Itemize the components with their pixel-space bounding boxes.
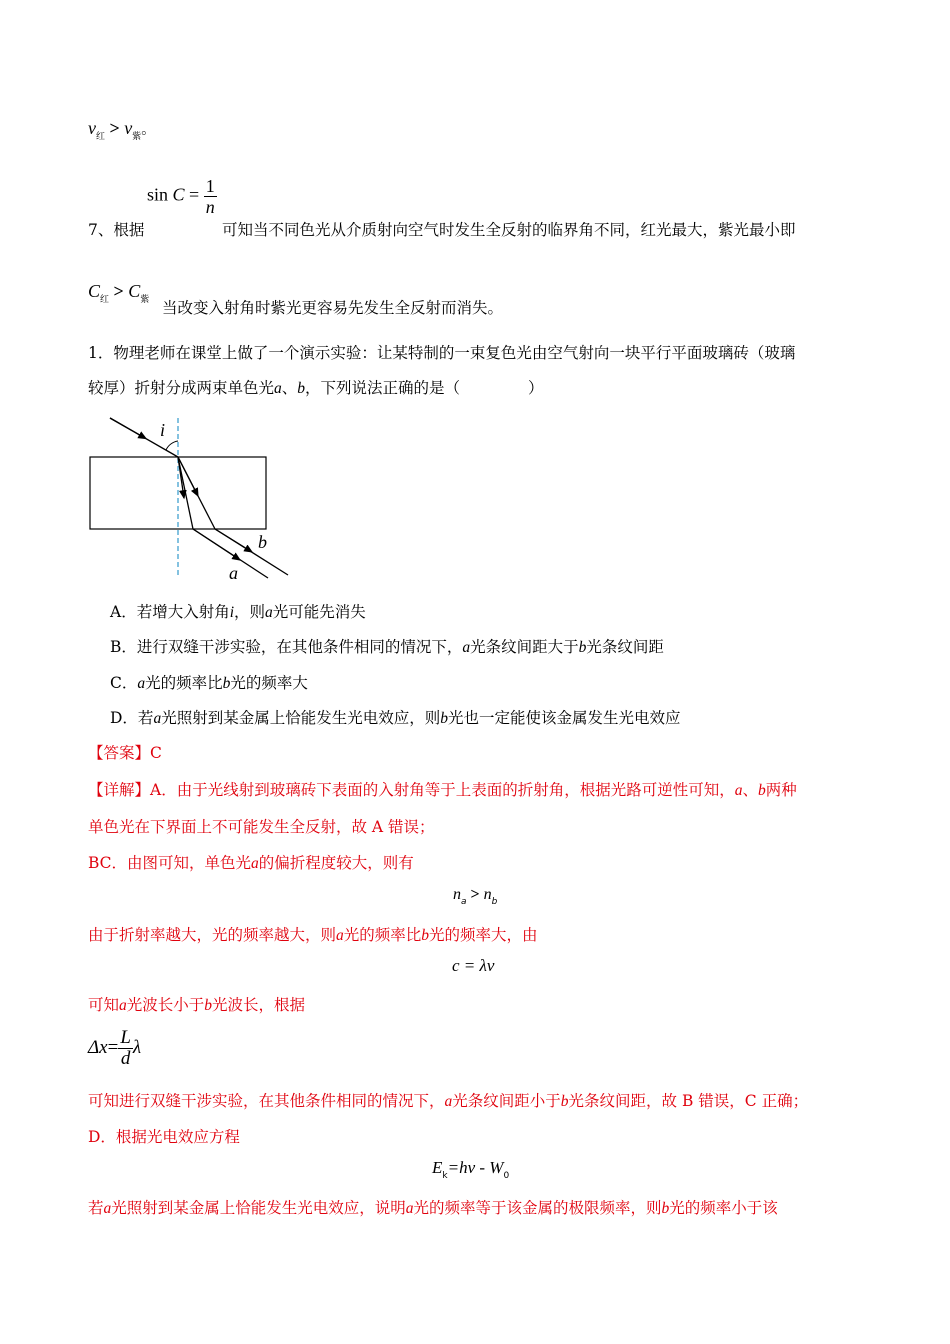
equation-index-compare: $n_a > n_b$ [453, 886, 498, 907]
option-c[interactable]: C．a光的频率比b光的频率大 [110, 674, 308, 692]
detail-p4: 由于折射率越大，光的频率越大，则a光的频率比b光的频率大，由 [88, 926, 538, 944]
velocity-inequality: $v_红 > v_紫$。 [88, 118, 156, 142]
equation-fringe-spacing: Δx= $\frac{L}{d}$ λ [88, 1027, 142, 1069]
detail-p8: 若a光照射到某金属上恰能发生光电效应，说明a光的频率等于该金属的极限频率，则b光的频率小于该 [88, 1199, 778, 1217]
option-d[interactable]: D．若a光照射到某金属上恰能发生光电效应，则b光也一定能使该金属发生光电效应 [110, 709, 681, 727]
incident-arrow [110, 418, 146, 439]
item7-text: 可知当不同色光从介质射向空气时发生全反射的临界角不同，红光最大，紫光最小即 [222, 221, 796, 239]
option-b[interactable]: B．进行双缝干涉实验，在其他条件相同的情况下，a光条纹间距大于b光条纹间距 [110, 638, 664, 656]
option-a[interactable]: A．若增大入射角i，则a光可能先消失 [110, 603, 366, 621]
question-line2: 较厚）折射分成两束单色光a、b，下列说法正确的是（ ） [88, 379, 544, 397]
equation-wave-speed: c = λν [452, 956, 495, 975]
label-b: b [258, 532, 267, 552]
outgoing-arrow-a [193, 529, 240, 560]
detail-p6: 可知进行双缝干涉实验，在其他条件相同的情况下，a光条纹间距小于b光条纹间距，故 B 错误，C 正确； [88, 1092, 809, 1110]
equation-photoelectric: $E_k=h\nu - W_0$ [432, 1158, 510, 1181]
label-i: i [160, 420, 166, 440]
critical-angle-inequality: $C_红 > C_紫$ [88, 281, 150, 305]
detail-p7: D．根据光电效应方程 [88, 1128, 240, 1146]
angle-arc [166, 441, 178, 450]
refraction-diagram [80, 410, 300, 582]
critical-angle-formula: sin C = $\frac{1}{n}$ [147, 176, 215, 217]
detail-p2: 单色光在下界面上不可能发生全反射，故 A 错误； [88, 818, 435, 836]
item7-label: 7、根据 [88, 221, 145, 239]
item7-conclusion: 当改变入射角时紫光更容易先发生全反射而消失。 [162, 299, 504, 317]
outgoing-arrow-b [215, 529, 252, 552]
detail-p1: 【详解】A．由于光线射到玻璃砖下表面的入射角等于上表面的折射角，根据光路可逆性可知，a、b两种 [88, 781, 797, 799]
refracted-ray-a [178, 457, 193, 529]
detail-p5: 可知a光波长小于b光波长，根据 [88, 996, 306, 1014]
question-line1: 1．物理老师在课堂上做了一个演示实验：让某特制的一束复色光由空气射向一块平行平面玻璃砖（玻璃 [88, 344, 796, 362]
answer-label: 【答案】C [88, 744, 162, 762]
detail-p3: BC．由图可知，单色光a的偏折程度较大，则有 [88, 854, 414, 872]
label-a: a [229, 563, 238, 582]
